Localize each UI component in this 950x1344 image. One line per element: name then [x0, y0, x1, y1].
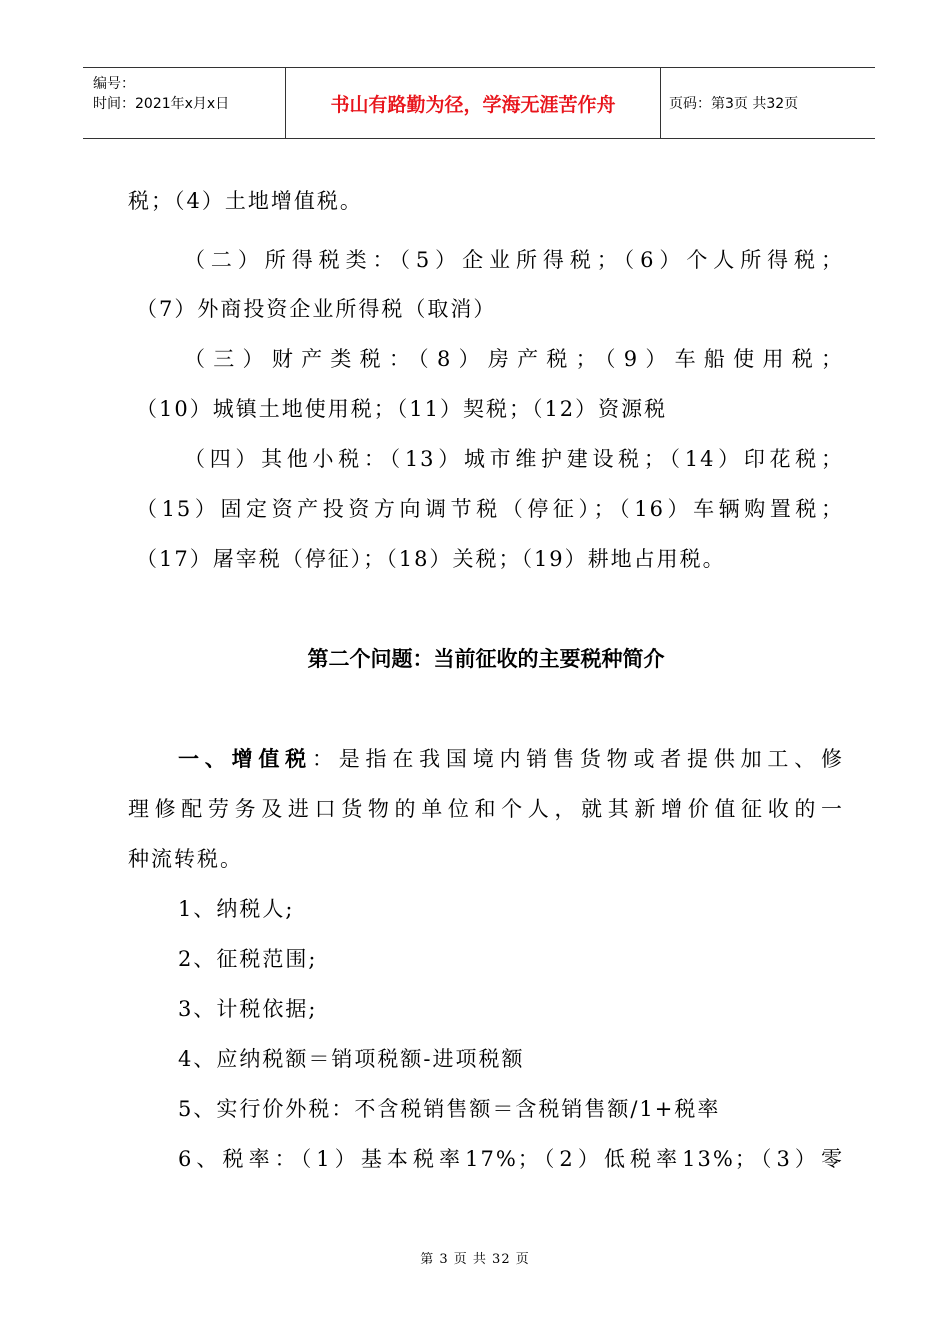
header-motto: 书山有路勤为径，学海无涯苦作舟	[286, 68, 661, 138]
list-item: 2、征税范围;	[178, 947, 318, 971]
body-line: （15）固定资产投资方向调节税（停征）；（16）车辆购置税；	[136, 497, 844, 521]
vat-definition-line: 理修配劳务及进口货物的单位和个人，就其新增价值征收的一	[128, 797, 844, 821]
list-item: 5、实行价外税：不含税销售额＝含税销售额/1+税率	[178, 1097, 721, 1121]
body-line: （17）屠宰税（停征）；（18）关税；（19）耕地占用税。	[136, 547, 726, 571]
vat-definition-line	[178, 744, 844, 774]
page-footer: 第 3 页 共 32 页	[420, 1252, 530, 1267]
body-line: （10）城镇土地使用税；（11）契税；（12）资源税	[136, 397, 668, 421]
page-header	[83, 67, 875, 139]
time-label: 时间：2021年x月x日	[93, 96, 230, 112]
header-meta	[83, 68, 286, 138]
list-item: 1、纳税人;	[178, 897, 295, 921]
vat-heading: 一、增值税	[178, 747, 312, 771]
list-item: 4、应纳税额＝销项税额-进项税额	[178, 1047, 525, 1071]
body-line: （三）财产类税：（8）房产税；（9）车船使用税；	[184, 347, 844, 371]
body-line: （7）外商投资企业所得税（取消）	[136, 297, 497, 321]
body-line: （四）其他小税：（13）城市维护建设税；（14）印花税；	[184, 447, 844, 471]
list-item: 3、计税依据;	[178, 997, 318, 1021]
body-line: 税；（4）土地增值税。	[128, 189, 363, 213]
vat-definition-line: 种流转税。	[128, 847, 243, 871]
body-line: （二）所得税类：（5）企业所得税；（6）个人所得税；	[184, 248, 844, 272]
list-item: 6、税率：（1）基本税率17%；（2）低税率13%；（3）零	[178, 1147, 844, 1171]
number-label: 编号：	[93, 76, 135, 92]
section-title: 第二个问题：当前征收的主要税种简介	[307, 647, 665, 671]
header-page-info: 页码：第3页 共32页	[669, 96, 799, 112]
vat-definition-text: ：是指在我国境内销售货物或者提供加工、修	[311, 747, 845, 771]
